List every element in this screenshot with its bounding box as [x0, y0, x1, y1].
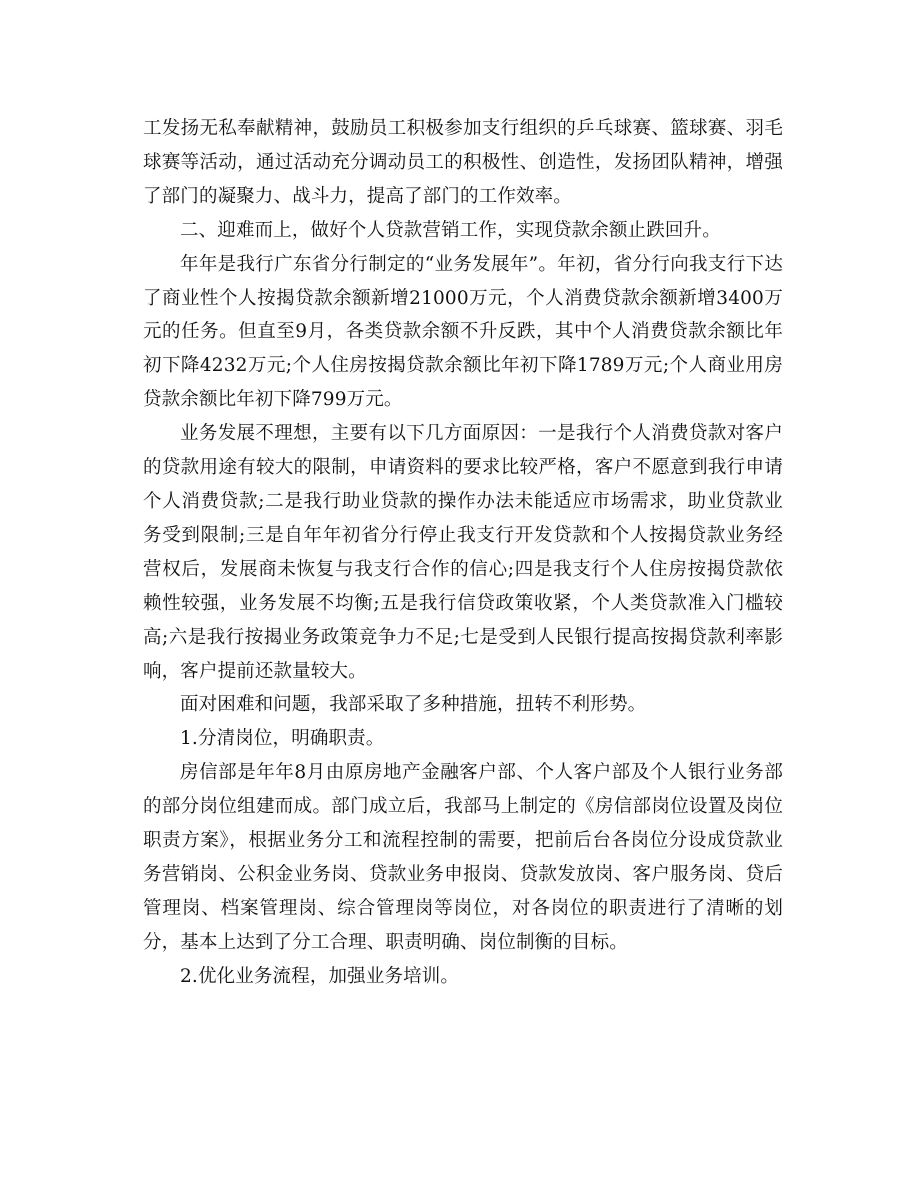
paragraph-2-heading: 二、迎难而上，做好个人贷款营销工作，实现贷款余额止跌回升。 — [180, 219, 721, 241]
subheading-1: 1.分清岗位，明确职责。 — [180, 728, 385, 750]
document-body — [143, 112, 783, 994]
paragraph-5: 面对困难和问题，我部采取了多种措施，扭转不利形势。 — [180, 694, 647, 716]
paragraph-4: 业务发展不理想，主要有以下几方面原因：一是我行个人消费贷款对客户的贷款用途有较大的限制，申请资料的要求比较严格，客户不愿意到我行申请个人消费贷款;二是我行助业贷款的操作办法未能适应市场需求，助业贷款业务受到限制;三是自年年初省分行停止我支行开发贷款和个人按揭贷款业务经营权后，发展商未恢复与我支行合作的信心;四是我支行个人住房按揭贷款依赖性较强，业务发展不均衡;五是我行信贷政策收紧，个人类贷款准入门槛较高;六是我行按揭业务政策竞争力不足;七是受到人民银行提高按揭贷款利率影响，客户提前还款量较大。 — [143, 423, 783, 682]
paragraph-3: 年年是我行广东省分行制定的“业务发展年”。年初，省分行向我支行下达了商业性个人按揭贷款余额新增21000万元，个人消费贷款余额新增3400万元的任务。但直至9月，各类贷款余额不升反跌，其中个人消费贷款余额比年初下降4232万元;个人住房按揭贷款余额比年初下降1789万元;个人商业用房贷款余额比年初下降799万元。 — [143, 253, 783, 411]
subheading-2: 2.优化业务流程，加强业务培训。 — [180, 965, 460, 987]
paragraph-1: 工发扬无私奉献精神，鼓励员工积极参加支行组织的乒乓球赛、篮球赛、羽毛球赛等活动，通过活动充分调动员工的积极性、创造性，发扬团队精神，增强了部门的凝聚力、战斗力，提高了部门的工作效率。 — [143, 118, 783, 207]
paragraph-6: 房信部是年年8月由原房地产金融客户部、个人客户部及个人银行业务部的部分岗位组建而成。部门成立后，我部马上制定的《房信部岗位设置及岗位职责方案》，根据业务分工和流程控制的需要，把前后台各岗位分设成贷款业务营销岗、公积金业务岗、贷款业务申报岗、贷款发放岗、客户服务岗、贷后管理岗、档案管理岗、综合管理岗等岗位，对各岗位的职责进行了清晰的划分，基本上达到了分工合理、职责明确、岗位制衡的目标。 — [143, 762, 783, 953]
